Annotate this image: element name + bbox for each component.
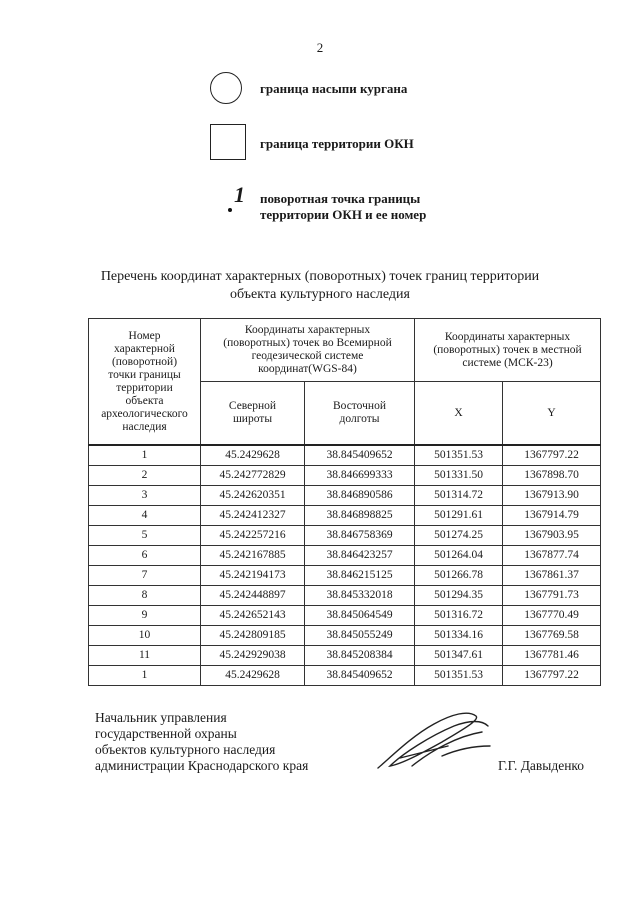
table-row	[89, 486, 601, 506]
coordinates-table	[88, 318, 601, 686]
page-number: 2	[316, 40, 324, 55]
cell-point-number: 5	[89, 526, 201, 546]
cell-latitude: 45.242772829	[201, 466, 305, 486]
cell-y: 1367903.95	[503, 526, 601, 546]
cell-point-number: 1	[89, 445, 201, 466]
table-row	[89, 586, 601, 606]
cell-longitude: 38.846699333	[305, 466, 415, 486]
coordinates-table-body	[89, 445, 601, 686]
cell-y: 1367781.46	[503, 646, 601, 666]
legend-mound-boundary-label: граница насыпи кургана	[260, 81, 408, 96]
header-line: археологического	[101, 407, 188, 420]
cell-y: 1367861.37	[503, 566, 601, 586]
header-msk-coordinates	[415, 319, 601, 382]
signer-position-line3: объектов культурного наследия	[95, 742, 276, 757]
header-line: долготы	[339, 413, 380, 425]
table-row	[89, 566, 601, 586]
cell-point-number: 11	[89, 646, 201, 666]
turning-point-number: 1	[234, 182, 245, 207]
territory-boundary-symbol-icon	[210, 124, 246, 160]
cell-latitude: 45.242412327	[201, 506, 305, 526]
legend-territory-boundary-label: граница территории ОКН	[260, 136, 414, 151]
cell-longitude: 38.845332018	[305, 586, 415, 606]
cell-latitude: 45.242652143	[201, 606, 305, 626]
header-line: геодезической системе	[251, 350, 364, 362]
cell-y: 1367769.58	[503, 626, 601, 646]
list-title-line1: Перечень координат характерных (поворотных) точек границ территории	[100, 269, 540, 284]
cell-longitude: 38.845409652	[305, 666, 415, 686]
cell-x: 501264.04	[415, 546, 503, 566]
cell-latitude: 45.242194173	[201, 566, 305, 586]
signer-position-line4: администрации Краснодарского края	[95, 758, 309, 773]
header-line: Восточной	[333, 400, 386, 412]
table-row	[89, 606, 601, 626]
cell-x: 501351.53	[415, 445, 503, 466]
cell-point-number: 4	[89, 506, 201, 526]
cell-latitude: 45.242448897	[201, 586, 305, 606]
cell-point-number: 9	[89, 606, 201, 626]
legend-turning-point-line2: территории ОКН и ее номер	[260, 207, 427, 222]
cell-latitude: 45.242929038	[201, 646, 305, 666]
cell-latitude: 45.242167885	[201, 546, 305, 566]
header-line: территории	[116, 381, 173, 394]
signer-position-line1: Начальник управления	[95, 710, 227, 725]
cell-x: 501294.35	[415, 586, 503, 606]
cell-y: 1367791.73	[503, 586, 601, 606]
mound-boundary-symbol-icon	[210, 72, 242, 104]
cell-latitude: 45.2429628	[201, 666, 305, 686]
cell-x: 501274.25	[415, 526, 503, 546]
cell-x: 501314.72	[415, 486, 503, 506]
cell-y: 1367877.74	[503, 546, 601, 566]
cell-latitude: 45.242809185	[201, 626, 305, 646]
cell-point-number: 2	[89, 466, 201, 486]
table-row	[89, 526, 601, 546]
cell-longitude: 38.846758369	[305, 526, 415, 546]
cell-x: 501351.53	[415, 666, 503, 686]
signature-title-block	[95, 710, 308, 774]
header-line: Координаты характерных	[444, 330, 571, 343]
cell-longitude: 38.845208384	[305, 646, 415, 666]
cell-latitude: 45.242620351	[201, 486, 305, 506]
table-row	[89, 666, 601, 686]
cell-point-number: 8	[89, 586, 201, 606]
table-row	[89, 546, 601, 566]
cell-x: 501331.50	[415, 466, 503, 486]
cell-y: 1367914.79	[503, 506, 601, 526]
cell-longitude: 38.846898825	[305, 506, 415, 526]
coordinates-list-title	[0, 268, 640, 304]
cell-point-number: 6	[89, 546, 201, 566]
header-y: Y	[503, 382, 601, 446]
signer-position-line2: государственной охраны	[95, 726, 237, 741]
table-row	[89, 506, 601, 526]
header-line: Координаты характерных	[244, 324, 371, 336]
legend	[0, 0, 640, 240]
header-line: координат(WGS-84)	[258, 363, 357, 375]
header-line: характерной	[114, 342, 175, 355]
turning-point-symbol-icon	[226, 184, 250, 220]
header-line: (поворотных) точек во Всемирной	[223, 337, 392, 349]
cell-y: 1367898.70	[503, 466, 601, 486]
cell-x: 501266.78	[415, 566, 503, 586]
cell-point-number: 1	[89, 666, 201, 686]
header-x: X	[415, 382, 503, 446]
table-row	[89, 466, 601, 486]
handwritten-signature-icon	[372, 706, 494, 776]
list-title-line2: объекта культурного наследия	[230, 287, 410, 302]
cell-y: 1367770.49	[503, 606, 601, 626]
cell-x: 501334.16	[415, 626, 503, 646]
signer-name: Г.Г. Давыденко	[498, 758, 585, 773]
header-north-latitude	[201, 382, 305, 446]
table-row	[89, 445, 601, 466]
legend-turning-point-line1: поворотная точка границы	[260, 191, 421, 206]
header-line: Северной	[228, 400, 277, 412]
cell-longitude: 38.845055249	[305, 626, 415, 646]
header-line: точки границы	[108, 368, 181, 381]
cell-latitude: 45.2429628	[201, 445, 305, 466]
cell-longitude: 38.846890586	[305, 486, 415, 506]
cell-point-number: 7	[89, 566, 201, 586]
cell-x: 501316.72	[415, 606, 503, 626]
header-line: (поворотных) точек в местной	[433, 343, 582, 356]
header-wgs-coordinates	[201, 319, 415, 382]
cell-y: 1367797.22	[503, 445, 601, 466]
header-line: Номер	[128, 329, 161, 342]
header-line: (поворотной)	[111, 355, 178, 368]
header-line: широты	[232, 413, 273, 425]
cell-x: 501347.61	[415, 646, 503, 666]
table-row	[89, 626, 601, 646]
cell-y: 1367797.22	[503, 666, 601, 686]
turning-point-dot-icon	[228, 208, 232, 212]
header-point-number	[89, 319, 201, 446]
cell-latitude: 45.242257216	[201, 526, 305, 546]
header-line: объекта	[125, 394, 164, 407]
cell-point-number: 3	[89, 486, 201, 506]
cell-y: 1367913.90	[503, 486, 601, 506]
header-line: наследия	[122, 420, 167, 433]
cell-longitude: 38.846423257	[305, 546, 415, 566]
cell-longitude: 38.846215125	[305, 566, 415, 586]
cell-longitude: 38.845409652	[305, 445, 415, 466]
cell-longitude: 38.845064549	[305, 606, 415, 626]
cell-x: 501291.61	[415, 506, 503, 526]
header-line: системе (МСК-23)	[462, 356, 553, 369]
header-east-longitude	[305, 382, 415, 446]
table-row	[89, 646, 601, 666]
cell-point-number: 10	[89, 626, 201, 646]
